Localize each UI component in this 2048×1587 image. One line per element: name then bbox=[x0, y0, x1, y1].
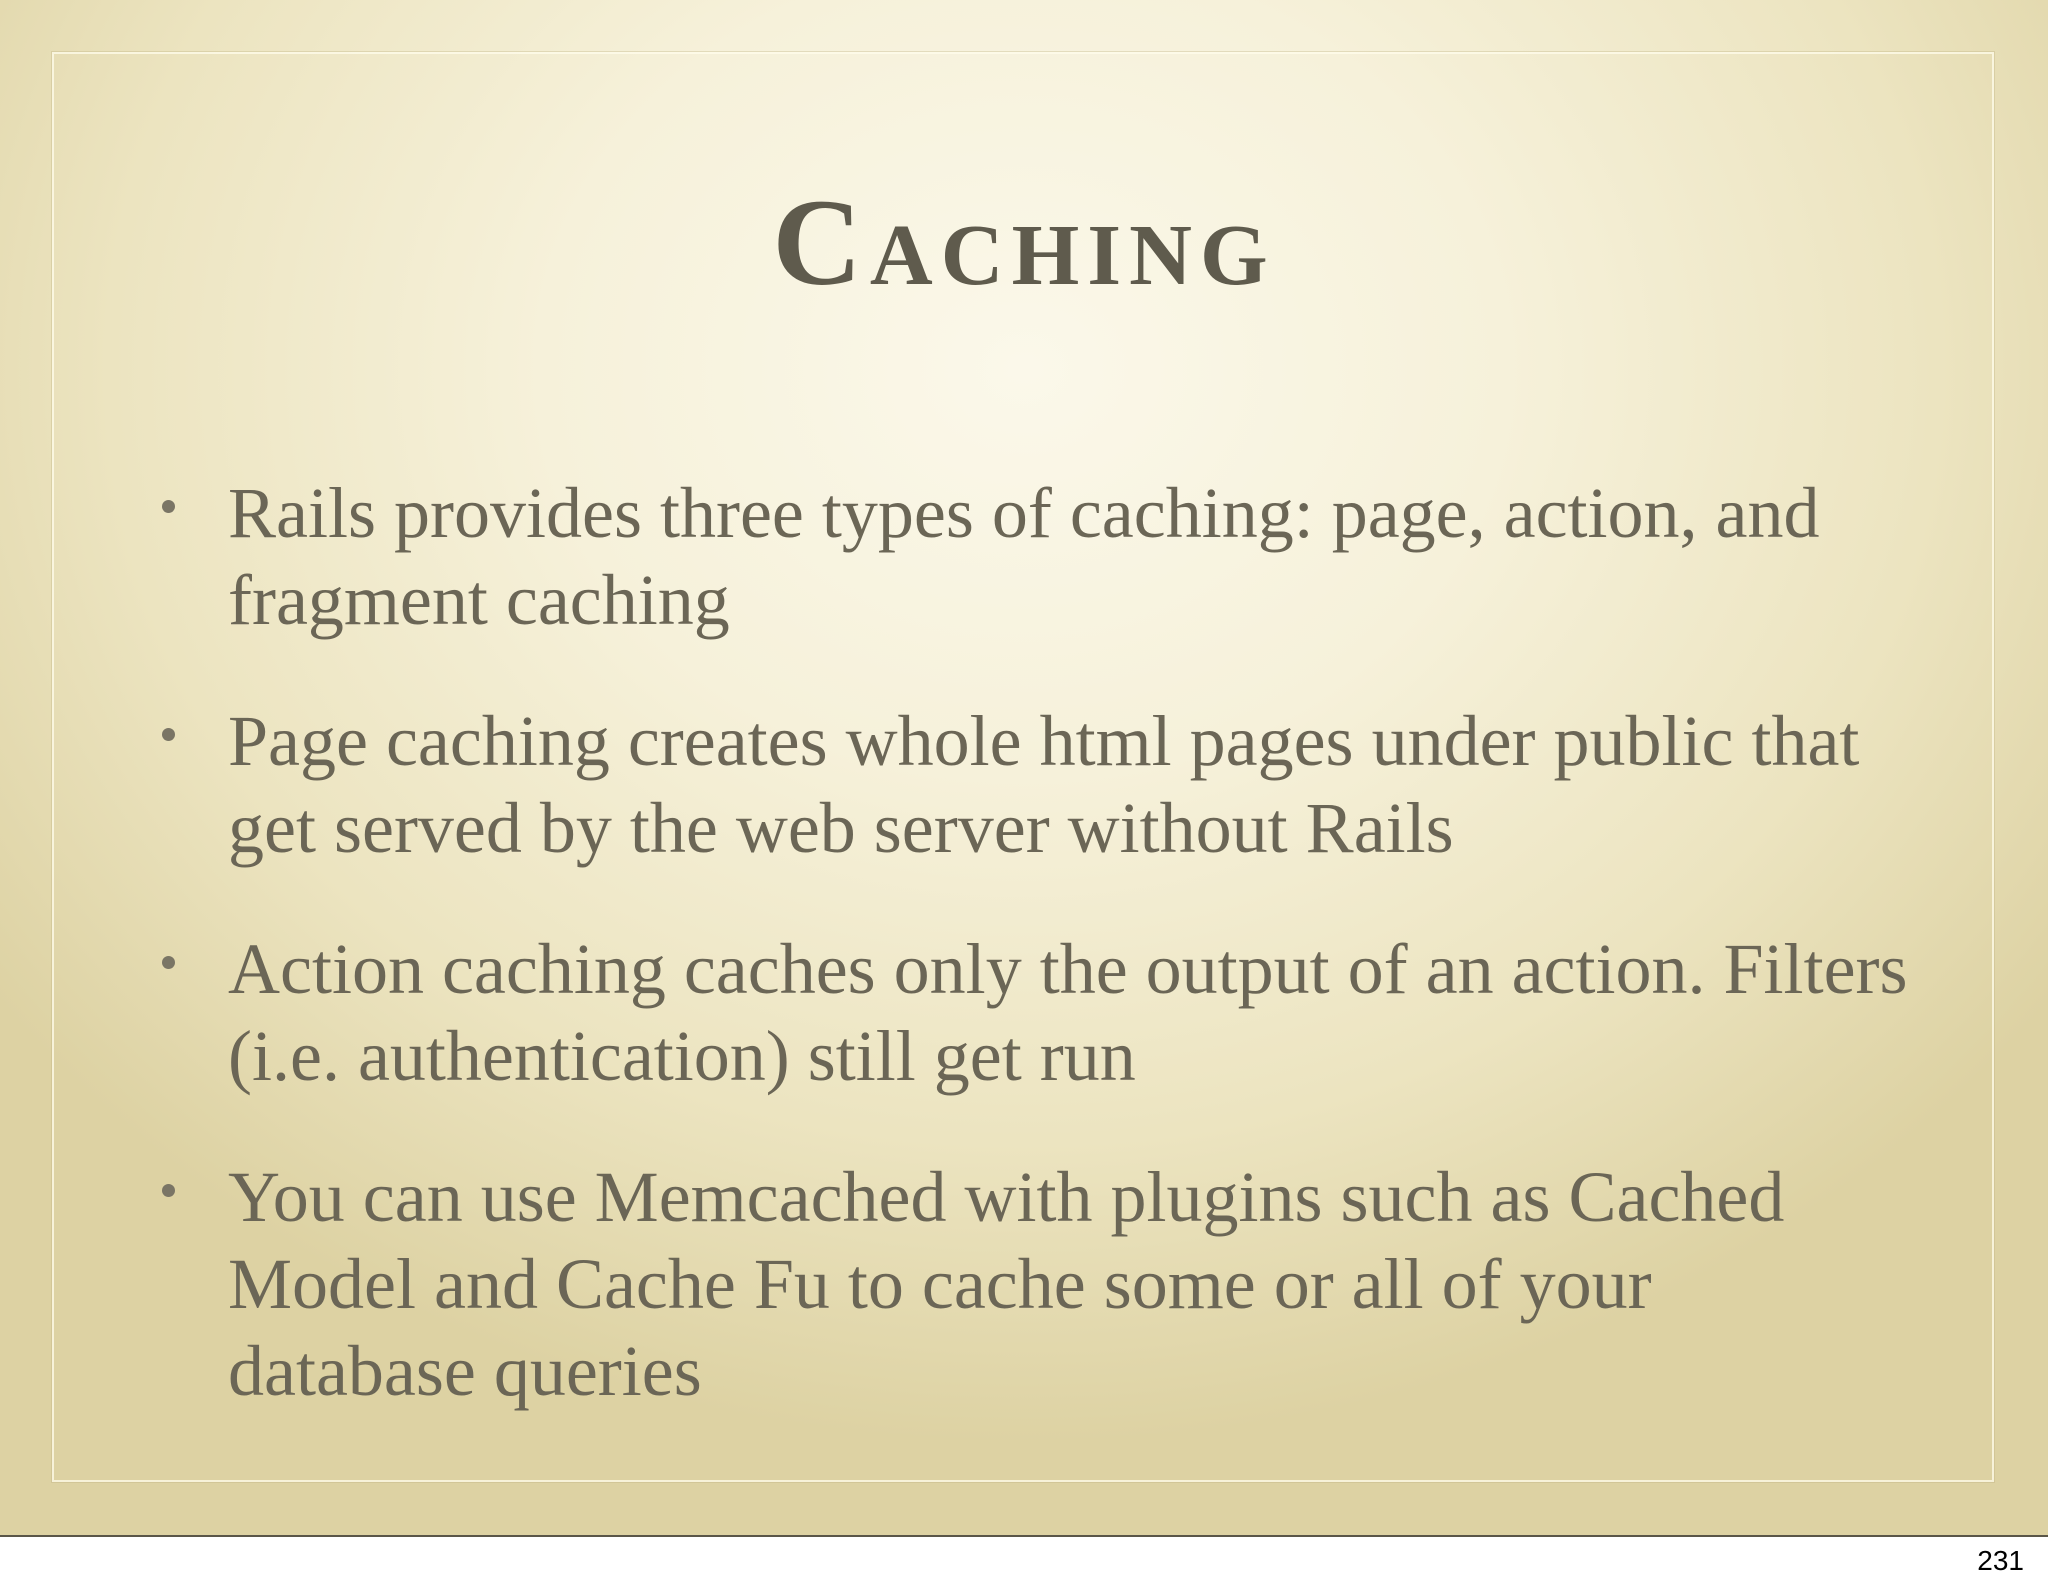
bullet-text: Rails provides three types of caching: page, action, and fragment caching bbox=[228, 473, 1820, 640]
bullet-item bbox=[150, 926, 1910, 1100]
bullet-text: Action caching caches only the output of an action. Filters (i.e. authentication) still get run bbox=[228, 929, 1908, 1096]
bullet-item bbox=[150, 470, 1910, 644]
bullet-text: You can use Memcached with plugins such as Cached Model and Cache Fu to cache some or all of your database queries bbox=[228, 1157, 1785, 1411]
bullet-dot-icon bbox=[162, 728, 175, 741]
bullet-dot-icon bbox=[162, 956, 175, 969]
bullet-list bbox=[150, 470, 1910, 1469]
bullet-text: Page caching creates whole html pages under public that get served by the web server without Rails bbox=[228, 701, 1860, 868]
bullet-item bbox=[150, 698, 1910, 872]
bullet-dot-icon bbox=[162, 1184, 175, 1197]
bullet-dot-icon bbox=[162, 500, 175, 513]
page-number: 231 bbox=[1977, 1545, 2024, 1576]
slide-title: Caching bbox=[772, 174, 1276, 311]
bullet-item bbox=[150, 1154, 1910, 1415]
